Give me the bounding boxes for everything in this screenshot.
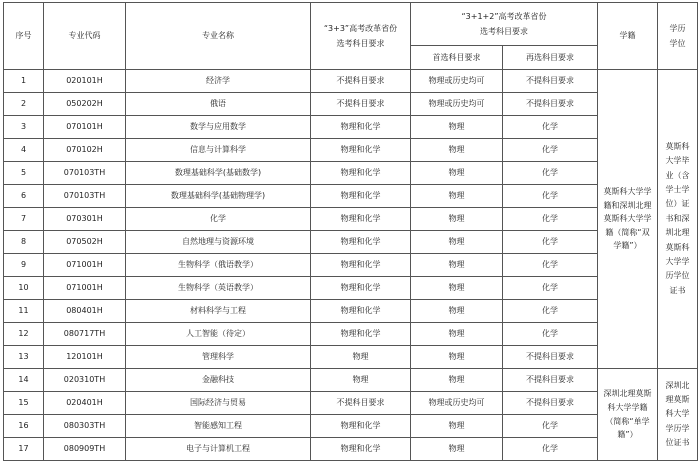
cell-name: 材料科学与工程 — [126, 300, 311, 323]
cell-code: 020310TH — [44, 369, 126, 392]
table-row — [4, 185, 698, 208]
cell-seq: 4 — [4, 139, 44, 162]
header-gaokao-33 — [311, 3, 411, 70]
table-row — [4, 392, 698, 415]
header-degree — [658, 3, 698, 70]
table-row — [4, 116, 698, 139]
cell-second: 不提科目要求 — [503, 93, 598, 116]
table-row — [4, 415, 698, 438]
header-gaokao-33-line2: 选考科目要求 — [336, 39, 385, 48]
cell-req33: 不提科目要求 — [311, 70, 411, 93]
header-gaokao-33-line1: “3+3”高考改革省份 — [323, 23, 398, 33]
cell-req33: 物理和化学 — [311, 162, 411, 185]
cell-second: 化学 — [503, 185, 598, 208]
cell-seq: 14 — [4, 369, 44, 392]
cell-seq: 12 — [4, 323, 44, 346]
cell-req33: 物理和化学 — [311, 438, 411, 461]
cell-enrollment-single: 深圳北理莫斯科大学学籍（简称“单学籍”） — [598, 369, 658, 461]
table-row — [4, 346, 698, 369]
cell-first: 物理 — [411, 185, 503, 208]
header-seq: 序号 — [4, 3, 44, 70]
cell-name: 人工智能（待定） — [126, 323, 311, 346]
cell-name: 智能感知工程 — [126, 415, 311, 438]
cell-name: 电子与计算机工程 — [126, 438, 311, 461]
header-name: 专业名称 — [126, 3, 311, 70]
cell-first: 物理 — [411, 231, 503, 254]
cell-name: 国际经济与贸易 — [126, 392, 311, 415]
cell-code: 080717TH — [44, 323, 126, 346]
cell-req33: 物理和化学 — [311, 323, 411, 346]
table-row — [4, 93, 698, 116]
cell-second: 化学 — [503, 300, 598, 323]
cell-req33: 不提科目要求 — [311, 93, 411, 116]
cell-second: 不提科目要求 — [503, 392, 598, 415]
cell-code: 071001H — [44, 254, 126, 277]
cell-code: 070101H — [44, 116, 126, 139]
cell-code: 120101H — [44, 346, 126, 369]
header-code: 专业代码 — [44, 3, 126, 70]
cell-code: 050202H — [44, 93, 126, 116]
cell-enrollment-dual: 莫斯科大学学籍和深圳北理莫斯科大学学籍（简称“双学籍”） — [598, 70, 658, 369]
header-degree-line2: 学位 — [669, 39, 686, 48]
cell-second: 化学 — [503, 116, 598, 139]
table-row — [4, 231, 698, 254]
cell-degree-dual: 莫斯科大学毕业（含学士学位）证书和深圳北理莫斯科大学学历学位证书 — [658, 70, 698, 369]
cell-code: 080401H — [44, 300, 126, 323]
cell-second: 化学 — [503, 139, 598, 162]
table-row — [4, 139, 698, 162]
cell-first: 物理 — [411, 254, 503, 277]
table-container — [3, 2, 698, 461]
cell-second: 不提科目要求 — [503, 369, 598, 392]
cell-code: 071001H — [44, 277, 126, 300]
cell-req33: 物理和化学 — [311, 185, 411, 208]
cell-name: 生物科学（英语教学） — [126, 277, 311, 300]
cell-req33: 物理和化学 — [311, 300, 411, 323]
cell-code: 020401H — [44, 392, 126, 415]
cell-name: 数理基础科学(基础数学) — [126, 162, 311, 185]
cell-name: 管理科学 — [126, 346, 311, 369]
cell-first: 物理或历史均可 — [411, 70, 503, 93]
table-row — [4, 254, 698, 277]
cell-first: 物理 — [411, 208, 503, 231]
cell-code: 070301H — [44, 208, 126, 231]
cell-req33: 不提科目要求 — [311, 392, 411, 415]
cell-name: 自然地理与资源环境 — [126, 231, 311, 254]
header-gaokao-312-line2: 选考科目要求 — [480, 27, 528, 36]
cell-code: 080303TH — [44, 415, 126, 438]
table-row — [4, 162, 698, 185]
cell-name: 化学 — [126, 208, 311, 231]
cell-name: 数理基础科学(基础物理学) — [126, 185, 311, 208]
table-row — [4, 70, 698, 93]
cell-req33: 物理和化学 — [311, 415, 411, 438]
cell-req33: 物理和化学 — [311, 277, 411, 300]
cell-req33: 物理 — [311, 369, 411, 392]
cell-first: 物理 — [411, 323, 503, 346]
cell-req33: 物理和化学 — [311, 254, 411, 277]
cell-seq: 1 — [4, 70, 44, 93]
cell-second: 化学 — [503, 438, 598, 461]
cell-second: 化学 — [503, 231, 598, 254]
cell-name: 经济学 — [126, 70, 311, 93]
cell-name: 信息与计算科学 — [126, 139, 311, 162]
header-first-choice: 首选科目要求 — [411, 46, 503, 70]
cell-first: 物理 — [411, 369, 503, 392]
cell-req33: 物理 — [311, 346, 411, 369]
cell-first: 物理 — [411, 415, 503, 438]
cell-second: 化学 — [503, 323, 598, 346]
cell-code: 080909TH — [44, 438, 126, 461]
table-row — [4, 323, 698, 346]
cell-second: 化学 — [503, 415, 598, 438]
cell-second: 不提科目要求 — [503, 70, 598, 93]
cell-first: 物理 — [411, 162, 503, 185]
cell-req33: 物理和化学 — [311, 139, 411, 162]
cell-code: 070102H — [44, 139, 126, 162]
header-degree-line1: 学历 — [669, 23, 686, 33]
cell-code: 070502H — [44, 231, 126, 254]
cell-first: 物理 — [411, 438, 503, 461]
cell-seq: 2 — [4, 93, 44, 116]
cell-seq: 11 — [4, 300, 44, 323]
header-enrollment: 学籍 — [598, 3, 658, 70]
cell-name: 生物科学（俄语教学） — [126, 254, 311, 277]
cell-seq: 10 — [4, 277, 44, 300]
header-second-choice: 再选科目要求 — [503, 46, 598, 70]
cell-seq: 9 — [4, 254, 44, 277]
cell-code: 070103TH — [44, 162, 126, 185]
cell-name: 数学与应用数学 — [126, 116, 311, 139]
table-row — [4, 277, 698, 300]
cell-req33: 物理和化学 — [311, 231, 411, 254]
cell-code: 070103TH — [44, 185, 126, 208]
header-gaokao-312-line1: “3+1+2”高考改革省份 — [461, 11, 547, 21]
cell-first: 物理或历史均可 — [411, 93, 503, 116]
cell-name: 金融科技 — [126, 369, 311, 392]
table-row — [4, 369, 698, 392]
cell-name: 俄语 — [126, 93, 311, 116]
cell-seq: 15 — [4, 392, 44, 415]
cell-seq: 17 — [4, 438, 44, 461]
cell-second: 化学 — [503, 254, 598, 277]
cell-req33: 物理和化学 — [311, 208, 411, 231]
header-gaokao-312 — [411, 3, 598, 46]
cell-second: 化学 — [503, 162, 598, 185]
table-row — [4, 300, 698, 323]
cell-seq: 16 — [4, 415, 44, 438]
cell-second: 化学 — [503, 208, 598, 231]
cell-req33: 物理和化学 — [311, 116, 411, 139]
cell-second: 不提科目要求 — [503, 346, 598, 369]
cell-first: 物理 — [411, 116, 503, 139]
cell-first: 物理 — [411, 139, 503, 162]
cell-seq: 5 — [4, 162, 44, 185]
cell-seq: 13 — [4, 346, 44, 369]
cell-second: 化学 — [503, 277, 598, 300]
cell-first: 物理 — [411, 277, 503, 300]
cell-first: 物理 — [411, 346, 503, 369]
cell-seq: 6 — [4, 185, 44, 208]
table-row — [4, 438, 698, 461]
cell-seq: 8 — [4, 231, 44, 254]
majors-table — [3, 2, 698, 461]
cell-seq: 7 — [4, 208, 44, 231]
cell-code: 020101H — [44, 70, 126, 93]
table-row — [4, 208, 698, 231]
cell-first: 物理或历史均可 — [411, 392, 503, 415]
cell-seq: 3 — [4, 116, 44, 139]
cell-degree-single: 深圳北理莫斯科大学学历学位证书 — [658, 369, 698, 461]
cell-first: 物理 — [411, 300, 503, 323]
